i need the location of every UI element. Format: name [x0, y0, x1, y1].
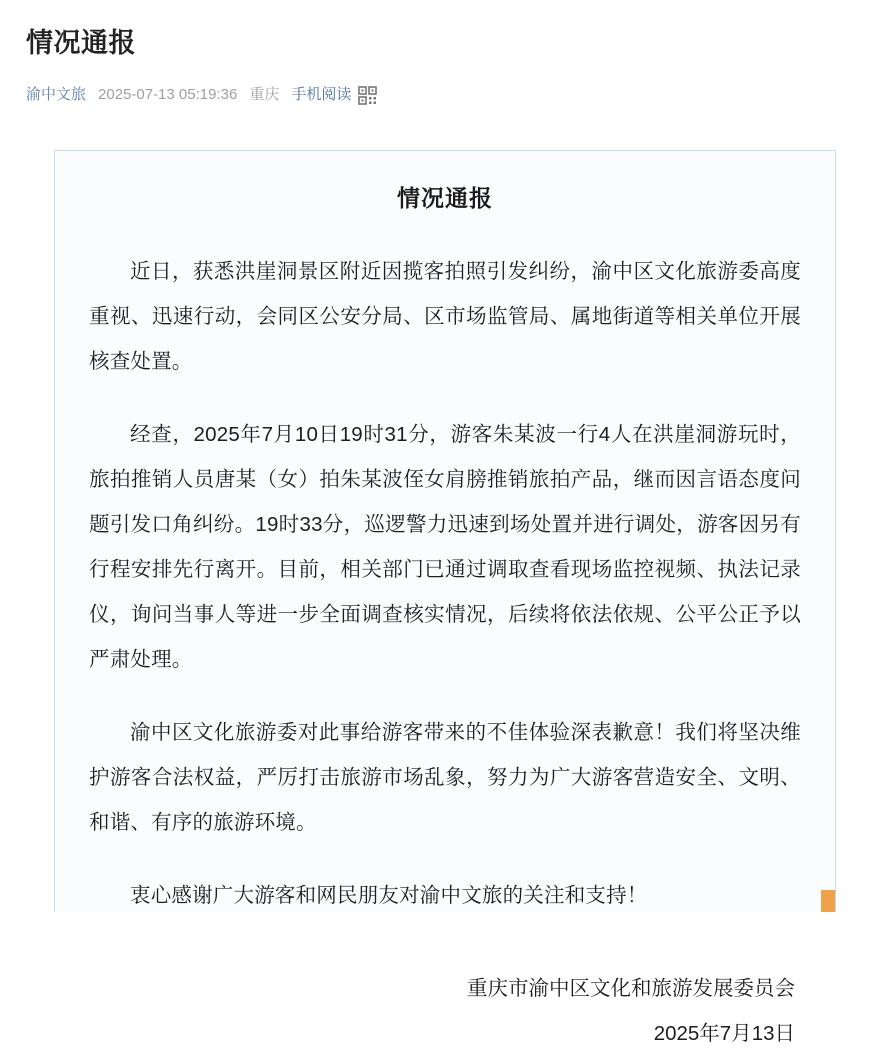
meta-datetime: 2025-07-13 05:19:36: [98, 86, 238, 103]
notice-paragraph: 经查，2025年7月10日19时31分，游客朱某波一行4人在洪崖洞游玩时，旅拍推销人员唐某（女）拍朱某波侄女肩膀推销旅拍产品，继而因言语态度问题引发口角纠纷。19时33分，巡逻警力迅速到场处置并进行调处，游客因另有行程安排先行离开。目前，相关部门已通过调取查看现场监控视频、执法记录仪，询问当事人等进一步全面调查核实情况，后续将依法依规、公平公正予以严肃处理。: [89, 423, 801, 671]
mobile-read-link[interactable]: 手机阅读: [291, 86, 352, 103]
meta-author[interactable]: 渝中文旅: [26, 86, 87, 103]
signature-date: 2025年7月13日: [653, 1022, 795, 1045]
article-meta: [26, 84, 850, 106]
page-title: 情况通报: [26, 28, 136, 58]
notice-card: [54, 150, 836, 1045]
meta-location: 重庆: [249, 86, 280, 103]
notice-paragraph: 衷心感谢广大游客和网民朋友对渝中文旅的关注和支持！: [130, 884, 648, 907]
notice-signature: [89, 966, 801, 1056]
notice-title: 情况通报: [397, 185, 493, 211]
notice-paragraph: 渝中区文化旅游委对此事给游客带来的不佳体验深表歉意！我们将坚决维护游客合法权益，严厉打击旅游市场乱象，努力为广大游客营造安全、文明、和谐、有序的旅游环境。: [89, 721, 801, 834]
signature-organization: 重庆市渝中区文化和旅游发展委员会: [467, 977, 795, 1000]
qr-code-icon[interactable]: [359, 87, 376, 104]
scroll-edge-marker: [821, 890, 835, 912]
notice-paragraph: 近日，获悉洪崖洞景区附近因揽客拍照引发纠纷，渝中区文化旅游委高度重视、迅速行动，会同区公安分局、区市场监管局、属地街道等相关单位开展核查处置。: [89, 260, 801, 373]
